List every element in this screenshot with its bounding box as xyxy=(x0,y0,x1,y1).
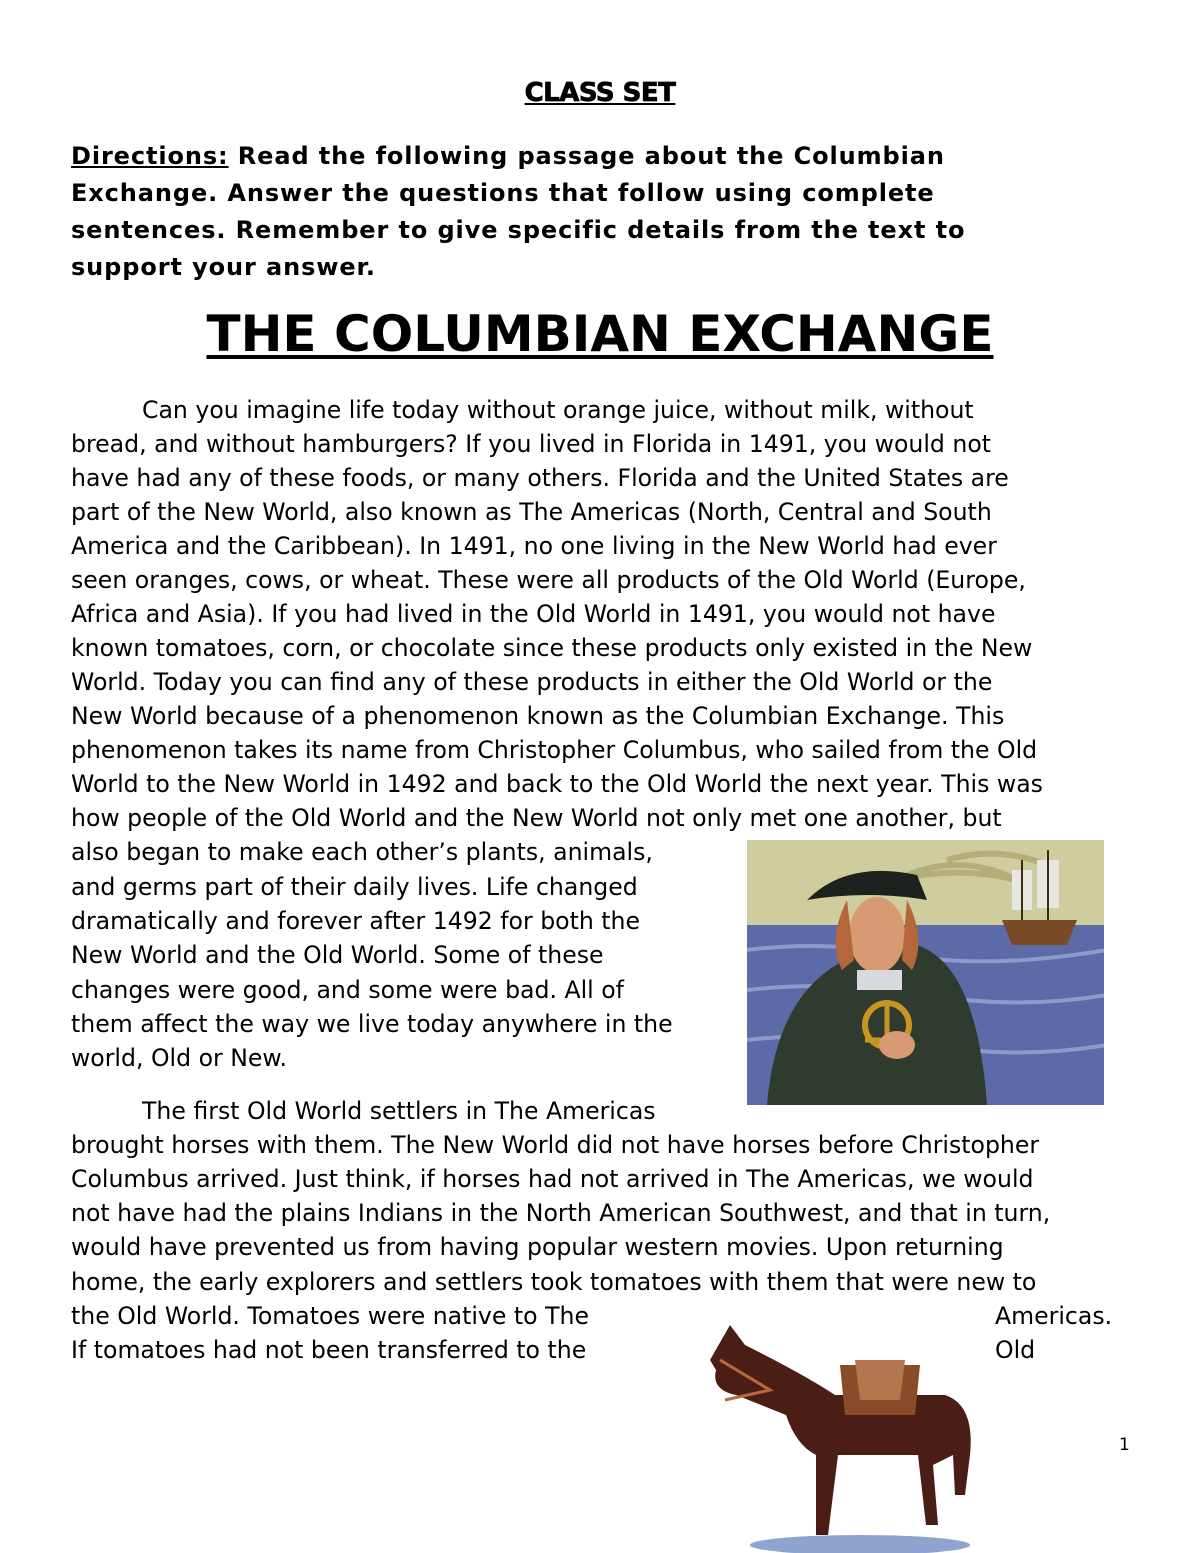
directions-line: Exchange. Answer the questions that follow using complete xyxy=(71,179,935,207)
passage-line: world, Old or New. xyxy=(71,1044,287,1073)
passage-line: Can you imagine life today without orange juice, without milk, without xyxy=(142,396,974,424)
directions-label: Directions: xyxy=(71,142,229,170)
passage-line: and germs part of their daily lives. Life changed xyxy=(71,872,638,901)
columbus-illustration xyxy=(747,840,1104,1105)
passage-line: Africa and Asia). If you had lived in the Old World in 1491, you would not have xyxy=(71,600,996,628)
passage-line: seen oranges, cows, or wheat. These were all products of the Old World (Europe, xyxy=(71,566,1026,594)
passage-line: If tomatoes had not been transferred to the xyxy=(71,1335,587,1364)
passage-line-fragment: Americas. xyxy=(995,1301,1113,1330)
page-title: THE COLUMBIAN EXCHANGE xyxy=(206,305,994,363)
passage-line: part of the New World, also known as The Americas (North, Central and South xyxy=(71,498,992,526)
passage-line: known tomatoes, corn, or chocolate since these products only existed in the New xyxy=(71,634,1033,662)
passage-line: Columbus arrived. Just think, if horses had not arrived in The Americas, we would xyxy=(71,1165,1034,1194)
passage-line-fragment: Old xyxy=(995,1335,1036,1364)
page-number: 1 xyxy=(1119,1435,1130,1455)
passage-line: have had any of these foods, or many others. Florida and the United States are xyxy=(71,464,1009,492)
directions-text: Read the following passage about the Columbian xyxy=(228,142,945,170)
passage-line: brought horses with them. The New World did not have horses before Christopher xyxy=(71,1131,1040,1160)
passage-line: World. Today you can find any of these products in either the Old World or the xyxy=(71,668,993,696)
class-set-heading: CLASS SET xyxy=(524,78,676,108)
passage-line: would have prevented us from having popular western movies. Upon returning xyxy=(71,1233,1004,1262)
passage-line: New World and the Old World. Some of these xyxy=(71,941,604,970)
directions-line xyxy=(71,138,945,175)
passage-line: also began to make each other’s plants, animals, xyxy=(71,838,653,867)
passage-line: home, the early explorers and settlers took tomatoes with them that were new to xyxy=(71,1267,1037,1296)
passage-line: them affect the way we live today anywhere in the xyxy=(71,1009,673,1038)
passage-line: not have had the plains Indians in the North American Southwest, and that in turn, xyxy=(71,1199,1051,1228)
passage-line: America and the Caribbean). In 1491, no one living in the New World had ever xyxy=(71,532,997,560)
passage-line: bread, and without hamburgers? If you lived in Florida in 1491, you would not xyxy=(71,430,992,458)
passage-line: phenomenon takes its name from Christopher Columbus, who sailed from the Old xyxy=(71,736,1038,764)
passage-line: how people of the Old World and the New World not only met one another, but xyxy=(71,804,1002,832)
passage-line: dramatically and forever after 1492 for both the xyxy=(71,906,641,935)
passage-line: The first Old World settlers in The Americas xyxy=(142,1097,656,1125)
passage-line: New World because of a phenomenon known as the Columbian Exchange. This xyxy=(71,702,1005,730)
passage-line: changes were good, and some were bad. All of xyxy=(71,975,624,1004)
passage-line: World to the New World in 1492 and back to the Old World the next year. This was xyxy=(71,770,1043,798)
directions-line: support your answer. xyxy=(71,253,376,281)
horse-illustration xyxy=(690,1320,980,1553)
directions-line: sentences. Remember to give specific details from the text to xyxy=(71,216,966,244)
passage-line: the Old World. Tomatoes were native to The xyxy=(71,1301,589,1330)
